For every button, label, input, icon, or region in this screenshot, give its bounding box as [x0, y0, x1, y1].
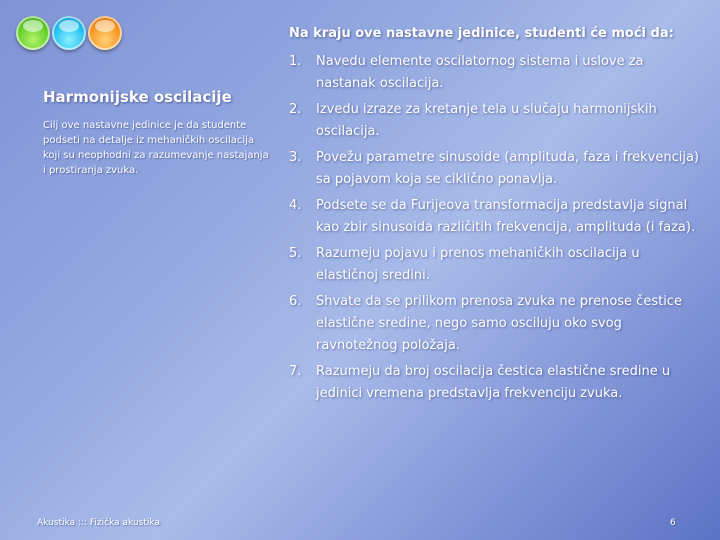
item-text: Razumeju da broj oscilacija čestica elastične sredine u jedinici vremena predstavlja frekvenciju zvuka.	[316, 364, 671, 401]
item-number: 3.	[289, 150, 302, 165]
list-item	[289, 195, 699, 239]
green-orb-icon	[16, 16, 50, 50]
list-item	[289, 291, 699, 357]
list-item	[289, 99, 699, 143]
item-number: 2.	[289, 102, 302, 117]
objectives-heading: Na kraju ove nastavne jedinice, studenti će moći da:	[289, 26, 674, 41]
slide-number: 6	[670, 518, 676, 528]
item-text: Shvate da se prilikom prenosa zvuka ne prenose čestice elastične sredine, nego samo osciluju oko svog ravnotežnog položaja.	[316, 294, 682, 353]
item-number: 1.	[289, 54, 302, 69]
item-number: 5.	[289, 246, 302, 261]
list-item	[289, 361, 699, 405]
slide-title: Harmonijske oscilacije	[43, 88, 232, 106]
item-number: 4.	[289, 198, 302, 213]
item-text: Navedu elemente oscilatornog sistema i uslove za nastanak oscilacija.	[316, 54, 644, 91]
list-item	[289, 243, 699, 287]
item-number: 6.	[289, 294, 302, 309]
blue-orb-icon	[52, 16, 86, 50]
footer-course-label: Akustika ::: Fizička akustika	[37, 518, 160, 528]
item-text: Izvedu izraze za kretanje tela u slučaju harmonijskih oscilacija.	[316, 102, 657, 139]
slide-description: Cilj ove nastavne jedinice je da studente podseti na detalje iz mehaničkih oscilacija koji su neophodni za razumevanje nastajanja i prostiranja zvuka.	[43, 120, 269, 176]
item-text: Razumeju pojavu i prenos mehaničkih oscilacija u elastičnoj sredini.	[316, 246, 640, 283]
item-text: Povežu parametre sinusoide (amplituda, faza i frekvencija) sa pojavom koja se ciklično ponavlja.	[316, 150, 699, 187]
item-text: Podsete se da Furijeova transformacija predstavlja signal kao zbir sinusoida različitih frekvencija, amplituda (i faza).	[316, 198, 696, 235]
objectives-panel	[289, 26, 699, 409]
orange-orb-icon	[88, 16, 122, 50]
list-item	[289, 147, 699, 191]
objectives-list	[289, 51, 699, 405]
list-item	[289, 51, 699, 95]
decorative-orbs	[16, 16, 122, 50]
item-number: 7.	[289, 364, 302, 379]
